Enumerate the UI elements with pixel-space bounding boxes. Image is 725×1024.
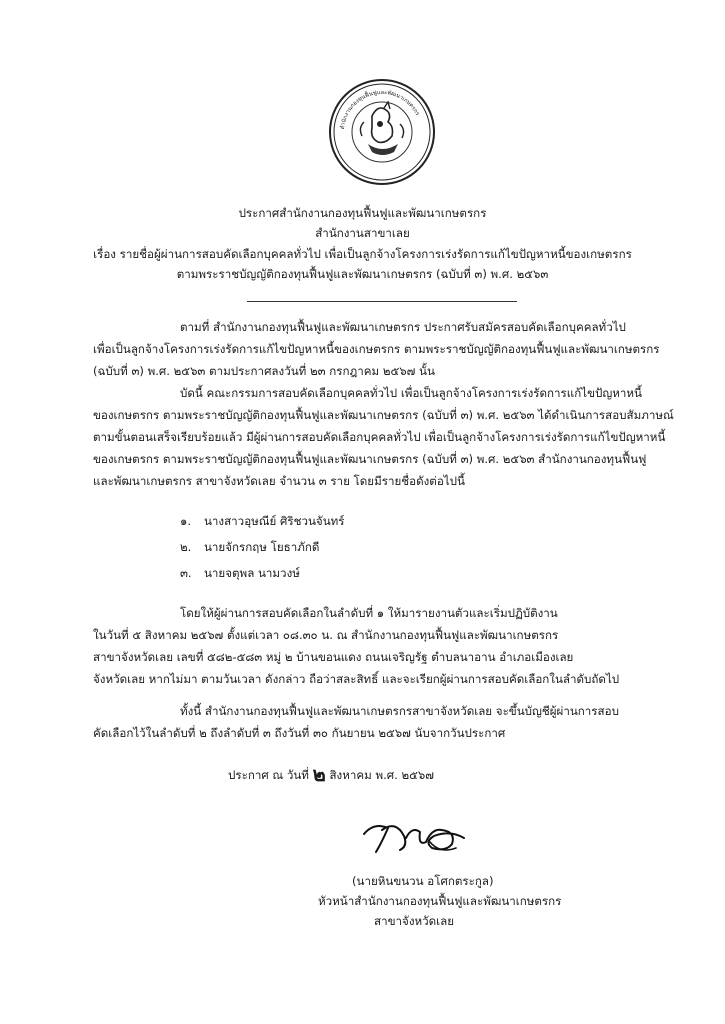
list-item-number: ๒.: [180, 540, 192, 554]
paragraph-2-line-5: และพัฒนาเกษตรกร สาขาจังหวัดเลย จำนวน ๓ ราย โดยมีรายชื่อดังต่อไปนี้: [93, 474, 465, 488]
paragraph-2-line-4: ของเกษตรกร ตามพระราชบัญญัติกองทุนฟื้นฟูและพัฒนาเกษตรกร (ฉบับที่ ๓) พ.ศ. ๒๕๖๓ สำนักงานกองทุนฟื้นฟู: [93, 452, 647, 466]
paragraph-3-line-1: โดยให้ผู้ผ่านการสอบคัดเลือกในลำดับที่ ๑ ให้มารายงานตัวและเริ่มปฏิบัติงาน: [180, 606, 558, 620]
paragraph-4-line-2: คัดเลือกไว้ในลำดับที่ ๒ ถึงลำดับที่ ๓ ถึงวันที่ ๓๐ กันยายน ๒๕๖๗ นับจากวันประกาศ: [93, 726, 506, 740]
seal-text: สำนักงานกองทุนฟื้นฟูและพัฒนาเกษตรกร: [339, 89, 420, 130]
signature: [360, 812, 470, 858]
seal-emblem-icon: [328, 78, 436, 186]
list-item: นายจักรกฤษ โยธาภักดี: [204, 540, 320, 554]
announce-prefix: ประกาศ ณ วันที่: [228, 768, 309, 782]
signer-title: หัวหน้าสำนักงานกองทุนฟื้นฟูและพัฒนาเกษตรกร: [318, 894, 562, 908]
announce-month-year: สิงหาคม พ.ศ. ๒๕๖๗: [329, 768, 435, 782]
signer-branch: สาขาจังหวัดเลย: [374, 914, 455, 928]
paragraph-3-line-4: จังหวัดเลย หากไม่มา ตามวันเวลา ดังกล่าว ถือว่าสละสิทธิ์ และจะเรียกผู้ผ่านการสอบคัดเลือกในลำดับถัดไป: [93, 672, 620, 686]
paragraph-1-line-2: เพื่อเป็นลูกจ้างโครงการเร่งรัดการแก้ไขปัญหาหนี้ของเกษตรกร ตามพระราชบัญญัติกองทุนฟื้นฟูและพัฒนาเกษตรกร: [93, 342, 660, 356]
header-act: ตามพระราชบัญญัติกองทุนฟื้นฟูและพัฒนาเกษตรกร (ฉบับที่ ๓) พ.ศ. ๒๕๖๓: [176, 267, 549, 281]
header-divider: [247, 301, 517, 302]
announce-day: ๒: [312, 762, 326, 786]
paragraph-3-line-2: ในวันที่ ๕ สิงหาคม ๒๕๖๗ ตั้งแต่เวลา ๐๘.๓๐ น. ณ สำนักงานกองทุนฟื้นฟูและพัฒนาเกษตรกร: [93, 628, 559, 642]
paragraph-2-line-1: บัดนี้ คณะกรรมการสอบคัดเลือกบุคคลทั่วไป เพื่อเป็นลูกจ้างโครงการเร่งรัดการแก้ไขปัญหาหนี้: [180, 386, 642, 400]
paragraph-4-line-1: ทั้งนี้ สำนักงานกองทุนฟื้นฟูและพัฒนาเกษตรกรสาขาจังหวัดเลย จะขึ้นบัญชีผู้ผ่านการสอบ: [180, 704, 619, 718]
list-item-number: ๑.: [180, 514, 192, 528]
list-item: นายจตุพล นามวงษ์: [204, 566, 300, 580]
header-office: สำนักงานสาขาเลย: [315, 226, 410, 240]
paragraph-2-line-3: ตามขั้นตอนเสร็จเรียบร้อยแล้ว มีผู้ผ่านการสอบคัดเลือกบุคคลทั่วไป เพื่อเป็นลูกจ้างโครงการเร่งรัดการแก้ไขปัญหาหนี้: [93, 430, 666, 444]
paragraph-1-line-1: ตามที่ สำนักงานกองทุนฟื้นฟูและพัฒนาเกษตรกร ประกาศรับสมัครสอบคัดเลือกบุคคลทั่วไป: [180, 320, 626, 334]
list-item-number: ๓.: [180, 566, 192, 580]
header-subject: เรื่อง รายชื่อผู้ผ่านการสอบคัดเลือกบุคคลทั่วไป เพื่อเป็นลูกจ้างโครงการเร่งรัดการแก้ไขปัญหาหนี้ของเกษตรกร: [93, 247, 632, 261]
header-title: ประกาศสำนักงานกองทุนฟื้นฟูและพัฒนาเกษตรกร: [238, 206, 487, 220]
paragraph-1-line-3: (ฉบับที่ ๓) พ.ศ. ๒๕๖๓ ตามประกาศลงวันที่ ๒๓ กรกฎาคม ๒๕๖๗ นั้น: [93, 364, 435, 378]
paragraph-3-line-3: สาขาจังหวัดเลย เลขที่ ๕๘๒-๕๘๓ หมู่ ๒ บ้านขอนแดง ถนนเจริญรัฐ ตำบลนาอาน อำเภอเมืองเลย: [93, 650, 574, 664]
signature-icon: [360, 812, 470, 858]
signer-name: (นายหินขนวน อโศกตระกูล): [352, 874, 494, 888]
paragraph-2-line-2: ของเกษตรกร ตามพระราชบัญญัติกองทุนฟื้นฟูและพัฒนาเกษตรกร (ฉบับที่ ๓) พ.ศ. ๒๕๖๓ ได้ดำเนินการสอบสัมภาษณ์: [93, 408, 674, 422]
agency-seal: [328, 78, 436, 186]
list-item: นางสาวอุษณีย์ ศิริชวนจันทร์: [204, 514, 345, 528]
announce-date: [228, 763, 434, 784]
